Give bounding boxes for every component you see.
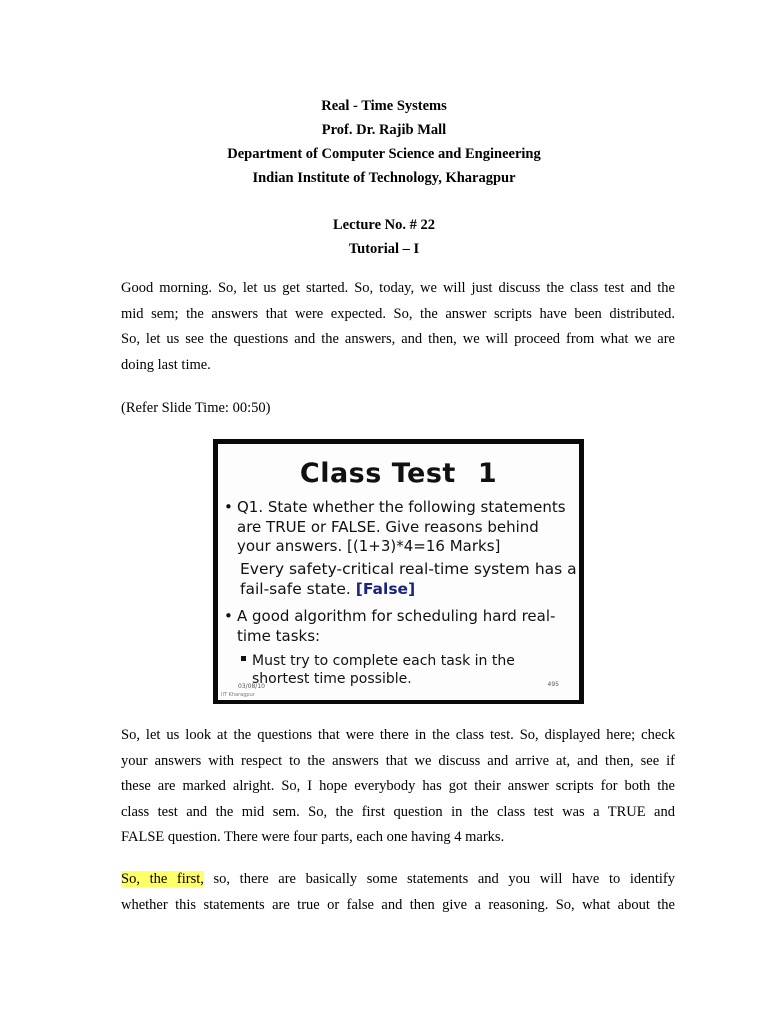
paragraph-text: so, there are basically some statements and you will have to identify [203,871,676,887]
slide-date: 03/08/10 [238,683,265,690]
paragraph-line: So, let us look at the questions that were there in the class test. So, displayed here; check [121,727,675,743]
paragraph-line: So, let us see the questions and the answers, and then, we will proceed from what we are [121,331,675,347]
refer-slide-time: (Refer Slide Time: 00:50) [121,400,271,416]
slide-bullet-question [224,498,574,557]
paragraph-line [121,867,675,893]
paragraph-first-question [121,867,675,918]
paragraph-line: these are marked alright. So, I hope everybody has got their answer scripts for both the [121,778,675,794]
paragraph-line: FALSE question. There were four parts, each one having 4 marks. [121,829,505,845]
slide-title-text: Class Test [299,458,456,489]
paragraph-class-test [121,723,675,851]
course-title: Real - Time Systems [321,98,447,114]
professor-name: Prof. Dr. Rajib Mall [321,122,447,138]
paragraph-line: whether this statements are true or false and then give a reasoning. So, what about the [121,896,675,913]
slide-content [218,444,579,700]
slide-statement [240,559,579,599]
paragraph-line: your answers with respect to the answers that we discuss and arrive at, and then, see if [121,752,675,769]
institute-name: Indian Institute of Technology, Kharagpur [252,170,516,186]
bullet-dot-icon: • [224,607,233,625]
paragraph-intro [121,276,675,378]
slide-bullet-text: A good algorithm for scheduling hard real-time tasks: [237,607,556,645]
slide-bullet-text: Q1. State whether the following statements are TRUE or FALSE. Give reasons behind your answers. [(1+3)*4=16 Marks] [237,498,566,555]
bullet-dot-icon: • [224,498,233,516]
statement-text: Every safety-critical real-time system has a fail-safe state. [240,560,577,598]
paragraph-line: class test and the mid sem. So, the first question in the class test was a TRUE and [121,803,675,820]
document-header [0,94,768,261]
paragraph-line: mid sem; the answers that were expected. So, the answer scripts have been distributed. [121,305,675,322]
slide-image [213,439,584,704]
slide-subbullet [241,652,571,688]
highlighted-text: So, the first, [121,871,204,887]
slide-bullet-algorithm [224,607,574,646]
slide-page-number: 495 [547,681,559,688]
slide-title-number: 1 [477,458,498,489]
slide-title [218,458,579,489]
tutorial-title: Tutorial – I [348,241,420,257]
paragraph-line: doing last time. [121,356,211,373]
slide-logo: IIT Kharagpur [221,692,255,698]
paragraph-line: Good morning. So, let us get started. So, today, we will just discuss the class test and the [121,280,675,296]
lecture-number: Lecture No. # 22 [332,217,436,233]
square-bullet-icon [241,656,246,661]
slide-subbullet-text: Must try to complete each task in the shortest time possible. [252,653,515,687]
department-name: Department of Computer Science and Engineering [227,146,541,162]
statement-answer: [False] [355,580,416,598]
